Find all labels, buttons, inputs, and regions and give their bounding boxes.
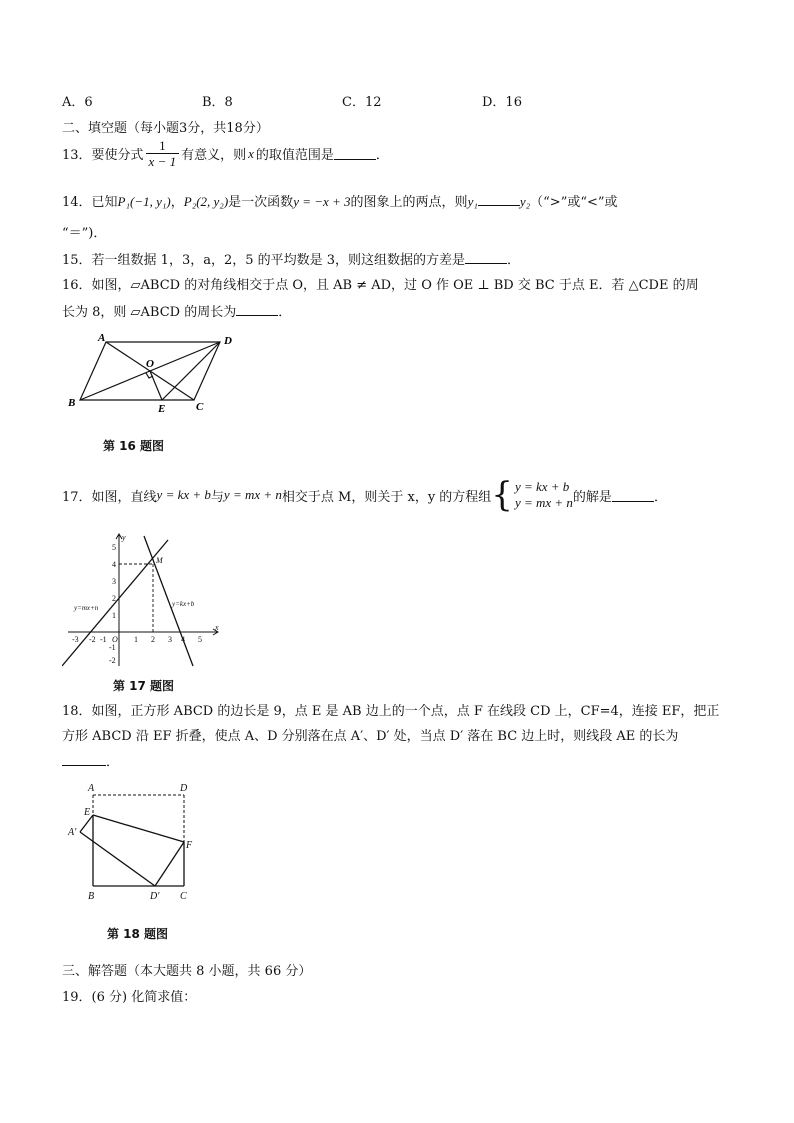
q14-mid: 是一次函数	[228, 195, 294, 210]
q17-with: 与	[210, 489, 224, 505]
label-kb: y=kx+b	[172, 600, 195, 608]
fig18-label-f: F	[186, 840, 193, 851]
q17-prefix: 17．如图，直线	[62, 489, 157, 505]
segment-d1f	[155, 842, 184, 886]
q16-line2-wrap	[62, 301, 291, 320]
q18-line3	[62, 751, 119, 770]
q13-end: ．	[375, 148, 389, 163]
q15-text: 15．若一组数据 1，3，a，2，5 的平均数是 3，则这组数据的方差是	[62, 253, 466, 268]
q17-end: ．	[653, 489, 667, 505]
figure-17	[62, 530, 224, 670]
fig16-label-b: B	[68, 397, 76, 409]
q18-answer-blank[interactable]	[62, 753, 106, 766]
figure-18	[62, 778, 222, 908]
xtick-6: 4	[181, 635, 185, 644]
fig16-label-d: D	[224, 335, 232, 347]
fig18-caption: 第 18 题图	[107, 927, 169, 941]
q14-choices: （“>”或“<”或	[530, 195, 618, 210]
ytick-6: -2	[109, 656, 116, 665]
q13-suffix: 的取值范围是	[255, 148, 334, 163]
y-axis-label: y	[122, 533, 126, 542]
fig18-label-e: E	[84, 807, 91, 818]
fig16-caption: 第 16 题图	[103, 439, 165, 453]
q18-line1: 18．如图，正方形 ABCD 的边长是 9，点 E 是 AB 边上的一个点，点 F 在线段 CD 上，CF=4，连接 EF，把正	[62, 704, 720, 719]
origin-label: O	[112, 635, 118, 644]
q13-prefix: 13．要使分式	[62, 148, 144, 163]
q17-mid: 相交于点 M，则关于 x，y 的方程组	[281, 489, 492, 505]
q14-p1: P₁(−1, y₁)	[117, 194, 171, 209]
xtick-2: -1	[100, 635, 107, 644]
segment-a1d1	[80, 832, 155, 886]
fold-line-ef	[93, 815, 184, 842]
q14-y2: y₂	[519, 194, 531, 209]
option-d: D．16	[482, 95, 522, 110]
fig16-label-c: C	[196, 401, 204, 413]
q14-answer-blank[interactable]	[478, 193, 520, 206]
figure-16	[62, 330, 240, 430]
option-a: A．6	[62, 95, 93, 110]
q16-answer-blank[interactable]	[236, 303, 278, 316]
brace-icon: {	[491, 475, 513, 515]
option-b: B．8	[202, 95, 233, 110]
q13-answer-blank[interactable]	[334, 147, 376, 160]
q14-sep: ，	[170, 195, 184, 210]
point-m-label: M	[156, 556, 163, 565]
q14-mid2: 的图象上的两点，则	[350, 195, 468, 210]
q14-p2: P₂(2, y₂)	[183, 194, 229, 209]
q17-sys2: y = mx + n	[514, 495, 573, 510]
ytick-0: 5	[112, 543, 116, 552]
q16-line2: 长为 8，则 ▱ABCD 的周长为	[62, 305, 237, 320]
q15-answer-blank[interactable]	[465, 251, 507, 264]
ytick-3: 2	[112, 594, 116, 603]
xtick-5: 3	[168, 635, 172, 644]
fig16-label-a: A	[98, 332, 106, 344]
option-c: C．12	[342, 95, 382, 110]
fig18-label-a: A	[88, 783, 95, 794]
q13-frac-num: 1	[146, 138, 180, 154]
q13-frac-den: x − 1	[148, 154, 177, 169]
fig16-label-e: E	[158, 403, 166, 415]
xtick-0: -3	[72, 635, 79, 644]
ytick-5: -1	[109, 643, 116, 652]
q13-fraction	[146, 138, 180, 169]
fig18-label-d: D	[180, 783, 188, 794]
segment-ed	[162, 342, 220, 400]
q17-system	[491, 475, 573, 515]
q17-l2: y = mx + n	[223, 487, 282, 502]
xtick-4: 2	[151, 635, 155, 644]
q14-line2: “＝”)．	[62, 226, 107, 241]
q17-answer-blank[interactable]	[612, 489, 654, 502]
q13-middle: 有意义，则	[181, 148, 247, 163]
ytick-1: 4	[112, 560, 116, 569]
ytick-4: 1	[112, 611, 116, 620]
xtick-3: 1	[134, 635, 138, 644]
q13-var: x	[248, 145, 254, 161]
fig18-label-a1: A′	[68, 827, 77, 838]
xtick-7: 5	[198, 635, 202, 644]
q18-line2: 方形 ABCD 沿 EF 折叠，使点 A、D 分别落在点 A′、D′ 处，当点 D′ 落在 BC 边上时，则线段 AE 的长为	[62, 729, 679, 744]
q14-prefix: 14．已知	[62, 195, 118, 210]
question-19: 19．(6 分) 化简求值：	[62, 990, 197, 1005]
q14-func: y = −x + 3	[293, 194, 351, 209]
q16-line1: 16．如图，▱ABCD 的对角线相交于点 O，且 AB ≠ AD，过 O 作 OE ⊥ BD 交 BC 于点 E．若 △CDE 的周	[62, 278, 699, 293]
question-15	[62, 249, 520, 268]
question-13	[62, 138, 389, 169]
x-axis-label: x	[215, 623, 219, 632]
q15-end: ．	[507, 253, 521, 268]
section3-heading: 三、解答题（本大题共 8 小题，共 66 分）	[62, 964, 312, 979]
section2-heading: 二、填空题（每小题3分，共18分）	[62, 121, 269, 136]
fig18-label-d1: D′	[150, 891, 160, 902]
q14-y1: y₁	[467, 194, 478, 209]
fig18-label-c: C	[180, 891, 187, 902]
q17-suffix: 的解是	[572, 489, 612, 505]
fig16-label-o: O	[146, 358, 154, 370]
label-mn: y=mx+n	[74, 604, 99, 612]
q17-sys1: y = kx + b	[514, 479, 570, 494]
xtick-1: -2	[89, 635, 96, 644]
q18-end: ．	[106, 755, 120, 770]
q16-end: ．	[278, 305, 292, 320]
ytick-2: 3	[112, 577, 116, 586]
fig18-label-b: B	[88, 891, 95, 902]
q17-l1: y = kx + b	[156, 487, 211, 502]
question-14	[62, 191, 618, 210]
question-17	[62, 475, 667, 515]
fig17-caption: 第 17 题图	[113, 679, 175, 693]
